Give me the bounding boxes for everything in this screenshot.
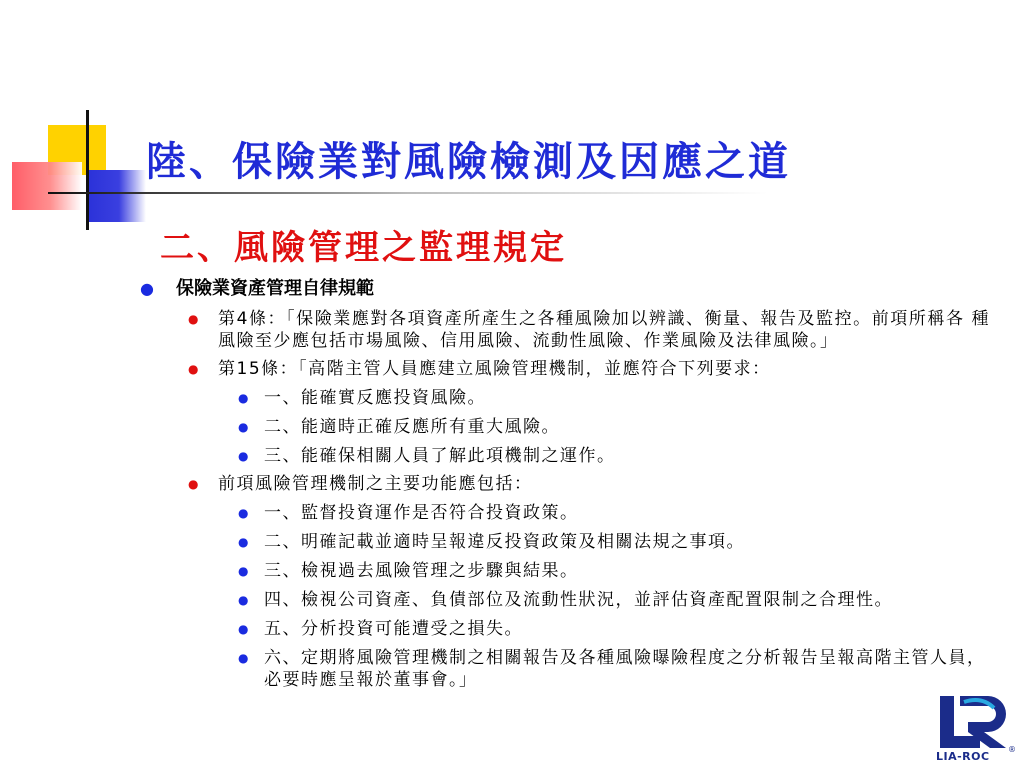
list-item-article4 (140, 308, 990, 352)
function-item: 五、分析投資可能遭受之損失。 (264, 619, 523, 639)
bullet-dot-icon: ● (238, 449, 250, 463)
bullet-dot-icon: ● (238, 622, 250, 636)
bullet-dot-icon: ● (238, 420, 250, 434)
list-item (140, 416, 990, 438)
bullet-dot-icon: ● (188, 477, 200, 491)
article4-text: 條：「保險業應對各項資產所產生之各種風險加以辨識、衡量、報告及監控。前項所稱各 種風險至少應包括市場風險、信用風險、流動性風險、作業風險及法律風險。」 (218, 309, 991, 351)
function-item: 一、監督投資運作是否符合投資政策。 (264, 503, 579, 523)
list-item (140, 618, 990, 640)
function-item: 六、定期將風險管理機制之相關報告及各種風險曝險程度之分析報告呈報高階主管人員，必要時應呈報於董事會。」 (264, 648, 986, 690)
article15-text: 條：「高階主管人員應建立風險管理機制，並應符合下列要求： (261, 359, 771, 379)
article15-item: 三、能確保相關人員了解此項機制之運作。 (264, 446, 616, 466)
heading-text: 保險業資產管理自律規範 (176, 278, 374, 299)
registered-mark: ® (1008, 745, 1016, 754)
article15-prefix: 第 (218, 359, 237, 379)
list-item (140, 560, 990, 582)
bullet-dot-icon: ● (238, 391, 250, 405)
slide-content (140, 276, 990, 691)
article4-number: 4 (236, 309, 249, 329)
list-item (140, 387, 990, 409)
article15-item: 二、能適時正確反應所有重大風險。 (264, 417, 560, 437)
decor-vertical-line (86, 110, 89, 230)
bullet-dot-icon: ● (140, 279, 154, 298)
article15-number: 15 (236, 359, 262, 379)
bullet-dot-icon: ● (188, 312, 200, 326)
list-item-heading (140, 276, 990, 302)
slide-title: 陸、保險業對風險檢測及因應之道 (146, 138, 791, 185)
decor-blue-square (86, 170, 146, 222)
bullet-dot-icon: ● (238, 506, 250, 520)
list-item (140, 445, 990, 467)
bullet-list (140, 276, 990, 691)
bullet-dot-icon: ● (238, 535, 250, 549)
decor-red-bar (12, 162, 82, 210)
article15-item: 一、能確實反應投資風險。 (264, 388, 486, 408)
slide-subtitle: 二、風險管理之監理規定 (160, 228, 567, 268)
bullet-dot-icon: ● (238, 564, 250, 578)
list-item (140, 589, 990, 611)
decor-horizontal-line (48, 192, 948, 194)
bullet-dot-icon: ● (238, 593, 250, 607)
list-item (140, 502, 990, 524)
function-item: 三、檢視過去風險管理之步驟與結果。 (264, 561, 579, 581)
bullet-dot-icon: ● (188, 362, 200, 376)
list-item (140, 647, 990, 691)
list-item-article15 (140, 358, 990, 380)
function-item: 二、明確記載並適時呈報違反投資政策及相關法規之事項。 (264, 532, 745, 552)
list-item (140, 531, 990, 553)
bullet-dot-icon: ● (238, 651, 250, 665)
functions-intro: 前項風險管理機制之主要功能應包括： (218, 474, 533, 494)
list-item-functions-intro (140, 473, 990, 495)
function-item: 四、檢視公司資產、負債部位及流動性狀況，並評估資產配置限制之合理性。 (264, 590, 893, 610)
article4-prefix: 第 (218, 309, 237, 329)
logo-text: LIA-ROC (936, 750, 990, 763)
